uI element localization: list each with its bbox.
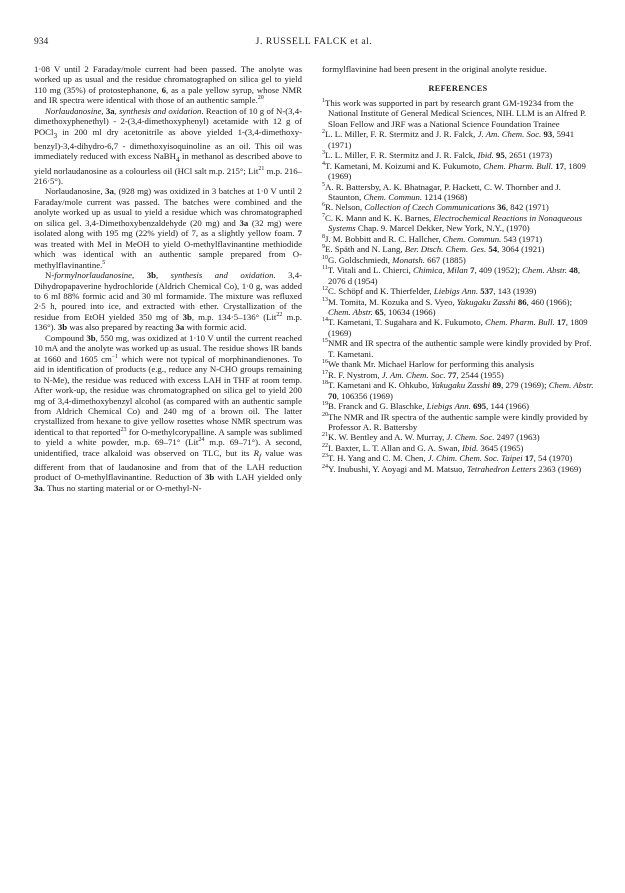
reference-text: A. R. Battersby, A. K. Bhatnagar, P. Hackett, C. W. Thornber and J. Staunton, Chem. Commun. 1214 (1968) <box>325 181 561 202</box>
reference-item <box>322 265 594 286</box>
reference-number: 9 <box>322 244 325 251</box>
reference-text: T. Kametani, M. Koizumi and K. Fukumoto, Chem. Pharm. Bull. 17, 1809 (1969) <box>325 160 586 182</box>
body-paragraph: Norlaudanosine, 3a, synthesis and oxidation. Reaction of 10 g of N-(3,4-dimethoxyphenethyl) - 2-(3,4-dimethoxyphenyl) acetamide with 12 g of POCl$_3$ in 200 ml dry acetonitrile as above yielded 1-(3,4-dimethoxy-benzyl)-3,4-dihydro-6,7 - dimethoxyisoquinoline as an oil. This oil was immediately reduced with excess NaBH$_4$ in methanol as described above to yield norlaudanosine as a colourless oil (HCl salt m.p. 215°; Lit$^{21}$ m.p. 216–216·5°). <box>34 105 303 187</box>
reference-text: Y. Inubushi, Y. Aoyagi and M. Matsuo, Tetrahedron Letters 2363 (1969) <box>328 463 582 474</box>
reference-text: M. Tomita, M. Kozuka and S. Vyeo, Yakugaku Zasshi 86, 460 (1966); Chem. Abstr. 65, 10634 (1966) <box>328 296 573 317</box>
reference-text: T. Kametani and K. Ohkubo, Yakugaku Zasshi 89, 279 (1969); Chem. Abstr. 70, 106356 (1969) <box>328 380 594 401</box>
reference-number: 15 <box>322 338 328 345</box>
reference-number: 21 <box>322 432 328 439</box>
reference-number: 1 <box>322 98 325 104</box>
reference-text: L. L. Miller, F. R. Stermitz and J. R. Falck, Ibid. 95, 2651 (1973) <box>325 150 553 161</box>
reference-item <box>322 432 594 442</box>
continued-paragraph: formylflavinine had been present in the original anolyte residue. <box>322 64 547 74</box>
reference-number: 24 <box>322 463 328 470</box>
reference-item <box>322 202 594 212</box>
reference-number: 13 <box>322 296 328 303</box>
reference-text: R. F. Nystrom, J. Am. Chem. Soc. 77, 2544 (1955) <box>328 369 504 380</box>
reference-number: 19 <box>322 401 328 408</box>
reference-item <box>322 359 594 369</box>
reference-text: B. Franck and G. Blaschke, Liebigs Ann. 695, 144 (1966) <box>328 401 530 412</box>
body-paragraph: N-formylnorlaudanosine, 3b, synthesis and oxidation. 3,4-Dihydropapaverine hydrochloride (Aldrich Chemical Co), 1·0 g, was added to 6 ml 88% formic acid and 30 ml formamide. The mixture was refluxed 2·5 h, poured into ice, and extracted with ether. Crystallization of the residue from EtOH yielded 350 mg of 3b, m.p. 134·5–136° (Lit$^{22}$ m.p. 136°). 3b was also prepared by reacting 3a with formic acid. <box>34 270 303 333</box>
reference-text: G. Goldschmiedt, Monatsh. 667 (1885) <box>328 254 466 265</box>
reference-item <box>322 213 594 234</box>
page-number: 934 <box>34 37 49 47</box>
reference-number: 3 <box>322 150 325 157</box>
reference-item <box>322 129 594 150</box>
reference-item <box>322 464 594 474</box>
reference-item <box>322 412 594 433</box>
reference-number: 18 <box>322 380 328 387</box>
reference-item <box>322 370 594 380</box>
reference-number: 12 <box>322 286 328 293</box>
reference-text: NMR and IR spectra of the authentic sample were kindly provided by Prof. T. Kametani. <box>328 338 592 359</box>
reference-text: This work was supported in part by research grant GM-19234 from the National Institute of General Medical Sciences, NIH. LLM is an Alfred P. Sloan Fellow and JRF was a National Science Foundation Trainee <box>325 97 587 129</box>
reference-number: 4 <box>322 160 325 167</box>
running-head: J. RUSSELL FALCK et al. <box>255 37 373 47</box>
references-list <box>322 98 594 474</box>
reference-item <box>322 443 594 453</box>
reference-text: I. Baxter, L. T. Allan and G. A. Swan, Ibid. 3645 (1965) <box>328 442 524 453</box>
reference-number: 16 <box>322 359 328 366</box>
reference-item <box>322 244 594 254</box>
reference-number: 22 <box>322 442 328 449</box>
left-column <box>34 64 302 493</box>
reference-text: R. Nelson, Collection of Czech Communications 36, 842 (1971) <box>325 202 549 213</box>
reference-text: C. K. Mann and K. K. Barnes, Electrochemical Reactions in Nonaqueous Systems Chap. 9. Marcel Dekker, New York, N.Y., (1970) <box>325 212 583 234</box>
reference-item <box>322 380 594 401</box>
reference-number: 8 <box>322 233 325 240</box>
right-column <box>322 64 594 474</box>
reference-number: 11 <box>322 265 328 272</box>
reference-item <box>322 317 594 338</box>
reference-number: 14 <box>322 317 328 324</box>
reference-number: 23 <box>322 453 328 460</box>
reference-text: E. Späth and N. Lang, Ber. Dtsch. Chem. Ges. 54, 3064 (1921) <box>325 244 545 255</box>
reference-item <box>322 182 594 203</box>
reference-item <box>322 150 594 160</box>
page-header <box>34 37 594 51</box>
reference-text: J. M. Bobbitt and R. C. Hallcher, Chem. Commun. 543 (1971) <box>325 233 543 244</box>
reference-text: The NMR and IR spectra of the authentic sample were kindly provided by Professor A. R. Battersby <box>328 411 588 432</box>
reference-item <box>322 286 594 296</box>
reference-number: 6 <box>322 202 325 209</box>
reference-number: 5 <box>322 181 325 188</box>
references-heading: REFERENCES <box>428 84 488 94</box>
reference-number: 10 <box>322 254 328 261</box>
body-paragraph: Norlaudanosine, 3a, (928 mg) was oxidized in 3 batches at 1·0 V until 2 Faraday/mole current was passed. The batches were combined and the anolyte worked up as usual to yield a residue which was chromatographed on silica gel. 3,4-Dimethoxybenzaldehyde (20 mg) and 3a (32 mg) were isolated along with 195 mg (22% yield) of 7, as a slightly yellow foam. 7 was treated with MeI in MeOH to yield O-methylflavinantine methiodide which was identical with an authentic sample prepared from O-methylflavinantine.$^5$ <box>34 186 302 270</box>
reference-text: C. Schöpf and K. Thierfelder, Liebigs Ann. 537, 143 (1939) <box>328 286 537 297</box>
reference-text: L. L. Miller, F. R. Stermitz and J. R. Falck, J. Am. Chem. Soc. 93, 5941 (1971) <box>325 129 575 150</box>
reference-number: 2 <box>322 129 325 136</box>
reference-item <box>322 401 594 411</box>
reference-number: 20 <box>322 411 328 418</box>
reference-item <box>322 255 594 265</box>
reference-text: T. Kametani, T. Sugahara and K. Fukumoto, Chem. Pharm. Bull. 17, 1809 (1969) <box>328 317 588 338</box>
reference-number: 17 <box>322 369 328 376</box>
reference-text: T. Vitali and L. Chierci, Chimica, Milan 7, 409 (1952); Chem. Abstr. 48, 2076 d (1954) <box>327 265 581 286</box>
body-paragraph: 1·08 V until 2 Faraday/mole current had been passed. The anolyte was worked up as usual and the residue chromatographed on silica gel to yield 110 mg (35%) of protostephanone, 6, as a pale yellow syrup, whose NMR and IR spectra were identical with those of an authentic sample.$^{20}$ <box>34 64 302 106</box>
reference-number: 7 <box>322 212 325 219</box>
reference-item <box>322 98 594 129</box>
body-paragraph: Compound 3b, 550 mg, was oxidized at 1·10 V until the current reached 10 mA and the anolyte was worked up as usual. The residue shows IR bands at 1660 and 1605 $cm^{-1}$ which were not typical of morphinandienones. To aid in identification of products (e.g., reduce any N-CHO groups remaining to N-Me), the residue was reduced with excess LAH in THF at room temp. After work-up, the residue was chromatographed on silica gel to yield 200 mg of 3,4-dimethoxybenzyl alcohol (as compared with an authentic sample from Aldrich Chemical Co) and 240 mg of a brown oil. The latter crystallized from hexane to give yellow rosettes whose NMR spectrum was identical to that reported$^{23}$ for O-methylcorypalline. A sample was sublimed to yield a white powder, m.p. 69–71° (Lit$^{24}$ m.p. 69–71°). A second, unidentified, trace alkaloid was observed on TLC, but its $R_f$ value was different from that of laudanosine and from that of the LAH reduction product of O-methylflavinantine. Reduction of 3b with LAH yielded only 3a. Thus no starting material or or O-methyl-N- <box>34 332 302 493</box>
reference-item <box>322 338 594 359</box>
reference-text: T. H. Yang and C. M. Chen, J. Chim. Chem. Soc. Taipei 17, 54 (1970) <box>328 453 573 464</box>
reference-text: K. W. Bentley and A. W. Murray, J. Chem. Soc. 2497 (1963) <box>328 432 540 443</box>
reference-item <box>322 161 594 182</box>
reference-item <box>322 234 594 244</box>
reference-item <box>322 453 594 463</box>
reference-text: We thank Mr. Michael Harlow for performing this analysis <box>328 359 535 370</box>
reference-item <box>322 297 594 318</box>
